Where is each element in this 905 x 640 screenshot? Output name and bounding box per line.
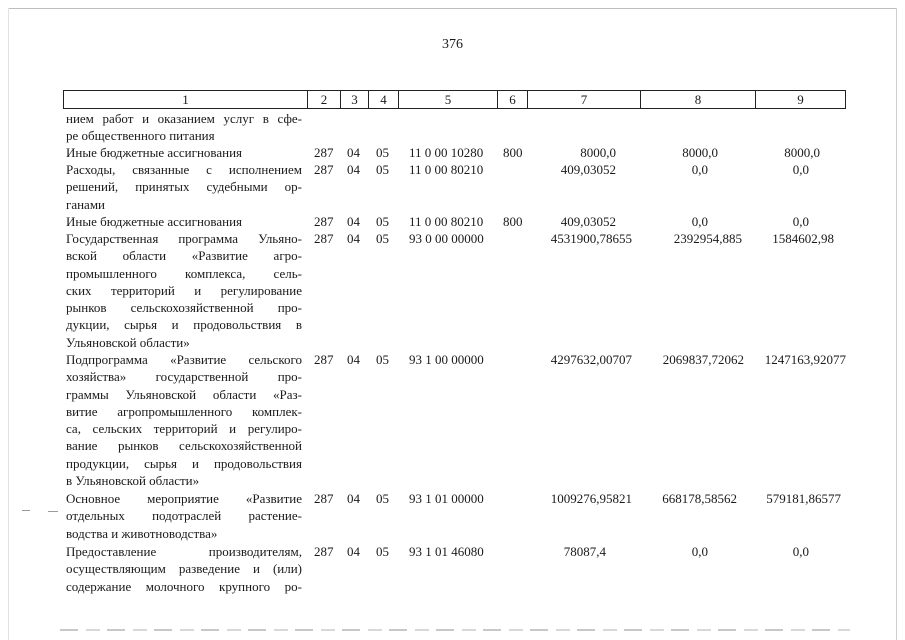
- cell-c2: 287: [314, 352, 334, 367]
- table-row: [66, 230, 302, 351]
- cell-c5: 93 1 01 46080: [409, 544, 484, 559]
- cell-c4: 05: [376, 544, 389, 559]
- row-description-line: Основное мероприятие «Развитие: [66, 491, 302, 506]
- row-description-line: Подпрограмма «Развитие сельского: [66, 352, 302, 367]
- cell-c6: 800: [503, 214, 523, 229]
- cell-c8: 2392954,885: [673, 231, 742, 246]
- row-description-line: са, сельских территорий и регулиро-: [66, 421, 302, 437]
- cell-c2: 287: [314, 214, 334, 229]
- row-description-line: нием работ и оказанием услуг в сфе-: [66, 111, 302, 126]
- row-description-line: дукции, сырья и продовольствия в: [66, 317, 302, 333]
- row-description-line: промышленного комплекса, сель-: [66, 265, 302, 281]
- cell-c5: 93 1 00 00000: [409, 352, 484, 367]
- row-description-line: ских территорий и регулирование: [66, 282, 302, 298]
- table-row: [66, 110, 302, 145]
- cell-c7: 409,03052: [560, 214, 616, 229]
- table-row: [66, 351, 302, 489]
- column-header: 3: [351, 92, 358, 107]
- cell-c7: 1009276,95821: [550, 491, 632, 506]
- column-header: 9: [797, 92, 804, 107]
- cell-c9: 0,0: [792, 162, 809, 177]
- cell-c8: 0,0: [691, 544, 708, 559]
- cell-c5: 93 1 01 00000: [409, 491, 484, 506]
- column-header: 5: [444, 92, 452, 107]
- cell-c7: 8000,0: [580, 145, 616, 160]
- cell-c2: 287: [314, 491, 334, 506]
- row-description-line: ре общественного питания: [66, 128, 215, 144]
- table-row: [66, 543, 302, 595]
- cell-c2: 287: [314, 145, 334, 160]
- scan-edge-right: [896, 8, 897, 640]
- cell-c9: 8000,0: [784, 145, 820, 160]
- cell-c8: 8000,0: [682, 145, 718, 160]
- cell-c9: 579181,86577: [766, 491, 841, 506]
- cell-c5: 93 0 00 00000: [409, 231, 484, 246]
- cell-c3: 04: [347, 491, 360, 506]
- row-description-line: Иные бюджетные ассигнования: [66, 214, 243, 229]
- column-header: 6: [509, 92, 516, 107]
- cell-c3: 04: [347, 145, 360, 160]
- cell-c4: 05: [376, 145, 389, 160]
- row-description-line: Предоставление производителям,: [66, 544, 302, 559]
- cell-c3: 04: [347, 162, 360, 177]
- cell-c9: 1584602,98: [772, 231, 834, 246]
- cell-c9: 0,0: [792, 544, 809, 559]
- cell-c2: 287: [314, 162, 334, 177]
- row-description-line: водства и животноводства»: [66, 525, 218, 541]
- table-row: [66, 161, 302, 213]
- scan-edge-top: [8, 8, 897, 9]
- row-description-line: содержание молочного крупного ро-: [66, 578, 302, 594]
- row-description-line: вской области «Развитие агро-: [66, 248, 302, 264]
- cell-c3: 04: [347, 352, 360, 367]
- page-number: 376: [442, 37, 463, 52]
- row-description-line: отдельных подотраслей растение-: [66, 508, 302, 524]
- cell-c7: 4297632,00707: [550, 352, 632, 367]
- scan-edge-left: [8, 8, 9, 640]
- cell-c7: 4531900,78655: [550, 231, 632, 246]
- row-description-line: граммы Ульяновской области «Раз-: [66, 386, 302, 402]
- cell-c6: 800: [503, 145, 523, 160]
- cell-c8: 0,0: [691, 162, 708, 177]
- row-description-line: рынков сельскохозяйственной про-: [66, 300, 302, 316]
- row-description-line: Государственная программа Ульяно-: [66, 231, 302, 246]
- row-description-line: ганами: [66, 196, 106, 212]
- column-header: 2: [320, 92, 328, 107]
- table-row: [66, 490, 302, 542]
- row-description-line: осуществляющим разведение и (или): [66, 561, 302, 577]
- cell-c2: 287: [314, 231, 334, 246]
- column-header: 1: [182, 92, 189, 107]
- cell-c3: 04: [347, 544, 360, 559]
- row-description-line: витие агропромышленного комплек-: [66, 403, 302, 419]
- row-description-line: Расходы, связанные с исполнением: [66, 162, 302, 177]
- row-description-line: решений, принятых судебными ор-: [66, 179, 302, 195]
- column-header: 7: [580, 92, 588, 107]
- cell-c8: 0,0: [691, 214, 708, 229]
- cell-c2: 287: [314, 544, 334, 559]
- scan-speck: [48, 511, 58, 512]
- cell-c8: 2069837,72062: [662, 352, 744, 367]
- row-description-line: вание рынков сельскохозяйственной: [66, 438, 302, 454]
- scan-bottom-edge: [60, 629, 850, 631]
- column-header: 4: [380, 92, 387, 107]
- cell-c4: 05: [376, 162, 389, 177]
- row-description-line: продукции, сырья и продовольствия: [66, 455, 302, 471]
- cell-c9: 0,0: [792, 214, 809, 229]
- cell-c8: 668178,58562: [662, 491, 737, 506]
- cell-c5: 11 0 00 80210: [409, 162, 484, 177]
- cell-c3: 04: [347, 214, 360, 229]
- row-description-line: хозяйства» государственной про-: [66, 369, 302, 385]
- cell-c7: 409,03052: [560, 162, 616, 177]
- row-description-line: Ульяновской области»: [66, 334, 190, 350]
- cell-c4: 05: [376, 214, 389, 229]
- cell-c3: 04: [347, 231, 360, 246]
- row-description-line: в Ульяновской области»: [66, 473, 200, 489]
- row-description-line: Иные бюджетные ассигнования: [66, 145, 243, 160]
- cell-c7: 78087,4: [563, 544, 606, 559]
- cell-c5: 11 0 00 80210: [409, 214, 484, 229]
- table-row: [66, 144, 302, 161]
- scan-speck: [22, 510, 30, 511]
- cell-c9: 1247163,92077: [764, 352, 846, 367]
- column-header: 8: [694, 92, 702, 107]
- cell-c4: 05: [376, 231, 389, 246]
- cell-c4: 05: [376, 352, 389, 367]
- table-row: [66, 213, 302, 230]
- cell-c4: 05: [376, 491, 389, 506]
- cell-c5: 11 0 00 10280: [409, 145, 484, 160]
